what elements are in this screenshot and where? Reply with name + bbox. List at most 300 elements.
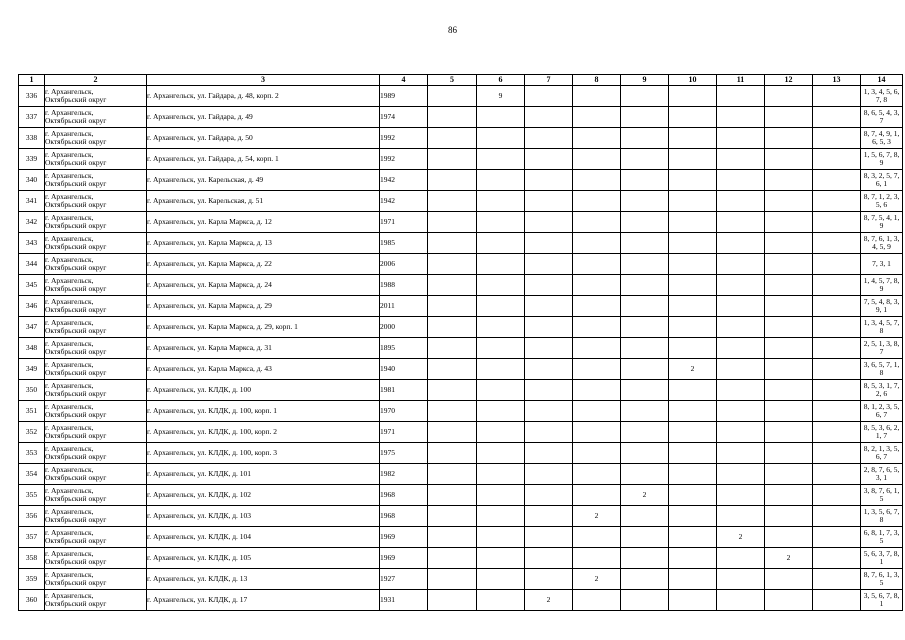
col-14-line-1: 8, 6, 5, 4, 3,	[863, 108, 900, 117]
column-header-13: 13	[813, 75, 861, 86]
col-10-cell	[669, 107, 717, 128]
location-city: г. Архангельск,	[45, 192, 94, 201]
col-9-cell	[621, 107, 669, 128]
location-district: Октябрьский округ	[45, 179, 107, 188]
row-number-cell: 348	[19, 338, 45, 359]
table-row	[19, 317, 903, 338]
col-13-cell	[813, 149, 861, 170]
col-6-cell	[477, 212, 525, 233]
address-cell: г. Архангельск, ул. КЛДК, д. 17	[147, 590, 380, 611]
col-11-cell	[717, 191, 765, 212]
address-cell: г. Архангельск, ул. КЛДК, д. 101	[147, 464, 380, 485]
col-14-line-2: 2, 6	[875, 389, 888, 398]
col-5-cell	[428, 254, 477, 275]
location-cell	[45, 296, 147, 317]
location-district: Октябрьский округ	[45, 578, 107, 587]
col-11-cell	[717, 86, 765, 107]
col-6-cell	[477, 380, 525, 401]
col-9-cell	[621, 212, 669, 233]
col-9-cell	[621, 464, 669, 485]
col-5-cell	[428, 485, 477, 506]
row-number-cell: 337	[19, 107, 45, 128]
col-9-cell	[621, 527, 669, 548]
location-city: г. Архангельск,	[45, 381, 94, 390]
table-body	[19, 86, 903, 611]
col-13-cell	[813, 590, 861, 611]
col-7-cell	[525, 149, 573, 170]
col-5-cell	[428, 506, 477, 527]
location-district: Октябрьский округ	[45, 305, 107, 314]
col-8-cell	[573, 212, 621, 233]
col-14-line-1: 3, 6, 5, 7, 1,	[863, 360, 900, 369]
col-13-cell	[813, 401, 861, 422]
col-14-line-1: 8, 5, 3, 1, 7,	[863, 381, 900, 390]
location-city: г. Архангельск,	[45, 549, 94, 558]
col-6-cell	[477, 401, 525, 422]
col-14-line-1: 3, 8, 7, 6, 1,	[863, 486, 900, 495]
col-11-cell	[717, 254, 765, 275]
col-14-cell	[861, 527, 903, 548]
col-14-line-2: 7, 8	[875, 95, 888, 104]
col-14-line-1: 8, 7, 6, 1, 3,	[863, 234, 900, 243]
column-header-8: 8	[573, 75, 621, 86]
table-row	[19, 527, 903, 548]
col-12-cell	[765, 233, 813, 254]
col-7-cell	[525, 527, 573, 548]
col-14-line-2: 9, 1	[875, 305, 888, 314]
row-number-cell: 346	[19, 296, 45, 317]
row-number-cell: 342	[19, 212, 45, 233]
col-11-cell	[717, 590, 765, 611]
col-7-cell	[525, 191, 573, 212]
location-district: Октябрьский округ	[45, 452, 107, 461]
col-13-cell	[813, 485, 861, 506]
table-row	[19, 443, 903, 464]
col-9-cell	[621, 422, 669, 443]
location-city: г. Архангельск,	[45, 129, 94, 138]
col-10-cell	[669, 296, 717, 317]
col-14-line-2: 1, 7	[875, 431, 888, 440]
col-10-cell	[669, 128, 717, 149]
col-14-line-2: 7	[879, 347, 884, 356]
col-8-cell	[573, 170, 621, 191]
col-7-cell	[525, 170, 573, 191]
col-10-cell	[669, 170, 717, 191]
row-number-cell: 359	[19, 569, 45, 590]
col-5-cell	[428, 464, 477, 485]
col-11-cell	[717, 359, 765, 380]
col-8-cell: 2	[573, 569, 621, 590]
col-14-cell	[861, 359, 903, 380]
location-city: г. Архангельск,	[45, 444, 94, 453]
col-5-cell	[428, 569, 477, 590]
col-14-line-1: 8, 7, 6, 1, 3,	[863, 570, 900, 579]
location-city: г. Архангельск,	[45, 528, 94, 537]
col-11-cell	[717, 443, 765, 464]
col-10-cell	[669, 86, 717, 107]
col-14-line-2: 6, 1	[875, 179, 888, 188]
address-cell: г. Архангельск, ул. Карельская, д. 49	[147, 170, 380, 191]
location-city: г. Архангельск,	[45, 171, 94, 180]
col-10-cell	[669, 422, 717, 443]
col-7-cell	[525, 296, 573, 317]
col-12-cell	[765, 422, 813, 443]
year-cell: 1989	[380, 86, 428, 107]
col-14-line-1: 1, 5, 6, 7, 8,	[863, 150, 900, 159]
col-8-cell	[573, 317, 621, 338]
row-number-cell: 358	[19, 548, 45, 569]
year-cell: 1974	[380, 107, 428, 128]
col-12-cell	[765, 254, 813, 275]
address-cell: г. Архангельск, ул. Гайдара, д. 49	[147, 107, 380, 128]
location-city: г. Архангельск,	[45, 423, 94, 432]
col-12-cell	[765, 128, 813, 149]
row-number-cell: 338	[19, 128, 45, 149]
col-5-cell	[428, 338, 477, 359]
column-header-12: 12	[765, 75, 813, 86]
col-14-cell	[861, 548, 903, 569]
address-cell: г. Архангельск, ул. Карла Маркса, д. 24	[147, 275, 380, 296]
col-5-cell	[428, 275, 477, 296]
col-14-line-2: 1	[879, 557, 884, 566]
col-8-cell	[573, 296, 621, 317]
row-number-cell: 355	[19, 485, 45, 506]
col-14-cell	[861, 212, 903, 233]
col-7-cell	[525, 380, 573, 401]
location-district: Октябрьский округ	[45, 410, 107, 419]
col-7-cell: 2	[525, 590, 573, 611]
col-13-cell	[813, 569, 861, 590]
col-14-cell	[861, 443, 903, 464]
location-district: Октябрьский округ	[45, 200, 107, 209]
year-cell: 2000	[380, 317, 428, 338]
col-12-cell	[765, 275, 813, 296]
col-13-cell	[813, 233, 861, 254]
col-8-cell	[573, 380, 621, 401]
col-14-cell	[861, 590, 903, 611]
col-14-line-1: 1, 3, 5, 6, 7,	[863, 507, 900, 516]
location-cell	[45, 254, 147, 275]
col-7-cell	[525, 275, 573, 296]
location-city: г. Архангельск,	[45, 570, 94, 579]
col-10-cell	[669, 548, 717, 569]
col-8-cell	[573, 233, 621, 254]
col-11-cell	[717, 422, 765, 443]
column-header-14: 14	[861, 75, 903, 86]
col-11-cell	[717, 401, 765, 422]
location-cell	[45, 464, 147, 485]
col-8-cell	[573, 86, 621, 107]
col-14-cell	[861, 233, 903, 254]
col-14-cell	[861, 464, 903, 485]
col-6-cell	[477, 317, 525, 338]
col-12-cell	[765, 380, 813, 401]
col-9-cell	[621, 86, 669, 107]
location-cell	[45, 359, 147, 380]
address-cell: г. Архангельск, ул. Гайдара, д. 54, корп. 1	[147, 149, 380, 170]
col-8-cell	[573, 254, 621, 275]
year-cell: 1985	[380, 233, 428, 254]
col-9-cell	[621, 296, 669, 317]
col-9-cell	[621, 443, 669, 464]
row-number-cell: 352	[19, 422, 45, 443]
col-14-line-2: 8	[879, 368, 884, 377]
location-cell	[45, 149, 147, 170]
col-12-cell	[765, 191, 813, 212]
location-district: Октябрьский округ	[45, 116, 107, 125]
col-14-line-1: 8, 7, 5, 4, 1,	[863, 213, 900, 222]
col-9-cell	[621, 401, 669, 422]
column-header-2: 2	[45, 75, 147, 86]
col-6-cell	[477, 443, 525, 464]
col-6-cell	[477, 170, 525, 191]
col-6-cell	[477, 569, 525, 590]
address-cell: г. Архангельск, ул. КЛДК, д. 13	[147, 569, 380, 590]
col-13-cell	[813, 170, 861, 191]
table-row	[19, 86, 903, 107]
col-12-cell	[765, 401, 813, 422]
col-10-cell	[669, 506, 717, 527]
location-city: г. Архангельск,	[45, 297, 94, 306]
location-district: Октябрьский округ	[45, 263, 107, 272]
col-9-cell	[621, 149, 669, 170]
col-9-cell	[621, 569, 669, 590]
location-city: г. Архангельск,	[45, 507, 94, 516]
col-14-cell	[861, 485, 903, 506]
table-row	[19, 359, 903, 380]
col-9-cell	[621, 317, 669, 338]
column-header-4: 4	[380, 75, 428, 86]
col-7-cell	[525, 338, 573, 359]
year-cell: 1942	[380, 191, 428, 212]
col-6-cell	[477, 191, 525, 212]
col-7-cell	[525, 254, 573, 275]
col-11-cell	[717, 233, 765, 254]
col-14-cell	[861, 506, 903, 527]
year-cell: 1975	[380, 443, 428, 464]
column-header-6: 6	[477, 75, 525, 86]
col-9-cell	[621, 380, 669, 401]
col-5-cell	[428, 233, 477, 254]
col-7-cell	[525, 107, 573, 128]
table-row	[19, 191, 903, 212]
table-row	[19, 254, 903, 275]
col-14-cell	[861, 128, 903, 149]
col-14-cell	[861, 254, 903, 275]
row-number-cell: 336	[19, 86, 45, 107]
col-14-line-1: 8, 7, 4, 9, 1,	[863, 129, 900, 138]
col-14-line-2: 6, 5, 3	[872, 137, 891, 146]
location-cell	[45, 170, 147, 191]
col-11-cell	[717, 107, 765, 128]
col-9-cell	[621, 590, 669, 611]
location-city: г. Архангельск,	[45, 339, 94, 348]
col-11-cell	[717, 506, 765, 527]
col-9-cell	[621, 548, 669, 569]
col-6-cell	[477, 359, 525, 380]
table-row	[19, 128, 903, 149]
table-row	[19, 548, 903, 569]
year-cell: 1968	[380, 506, 428, 527]
col-6-cell	[477, 548, 525, 569]
col-5-cell	[428, 212, 477, 233]
table-row	[19, 107, 903, 128]
col-10-cell: 2	[669, 359, 717, 380]
year-cell: 1992	[380, 128, 428, 149]
row-number-cell: 351	[19, 401, 45, 422]
col-11-cell	[717, 128, 765, 149]
col-5-cell	[428, 317, 477, 338]
col-13-cell	[813, 548, 861, 569]
address-cell: г. Архангельск, ул. КЛДК, д. 100, корп. 2	[147, 422, 380, 443]
col-10-cell	[669, 338, 717, 359]
col-6-cell	[477, 464, 525, 485]
col-12-cell	[765, 107, 813, 128]
col-11-cell: 2	[717, 527, 765, 548]
table-row	[19, 296, 903, 317]
location-city: г. Архангельск,	[45, 402, 94, 411]
year-cell: 2006	[380, 254, 428, 275]
address-cell: г. Архангельск, ул. Карла Маркса, д. 43	[147, 359, 380, 380]
col-14-cell	[861, 86, 903, 107]
col-14-cell	[861, 149, 903, 170]
col-5-cell	[428, 527, 477, 548]
col-10-cell	[669, 233, 717, 254]
location-district: Октябрьский округ	[45, 221, 107, 230]
col-14-line-2: 1	[879, 599, 884, 608]
col-9-cell: 2	[621, 485, 669, 506]
col-12-cell	[765, 212, 813, 233]
address-cell: г. Архангельск, ул. КЛДК, д. 102	[147, 485, 380, 506]
location-district: Октябрьский округ	[45, 494, 107, 503]
address-cell: г. Архангельск, ул. КЛДК, д. 100, корп. 1	[147, 401, 380, 422]
location-city: г. Архангельск,	[45, 108, 94, 117]
col-14-line-1: 8, 7, 1, 2, 3,	[863, 192, 900, 201]
col-9-cell	[621, 191, 669, 212]
col-8-cell	[573, 590, 621, 611]
col-12-cell	[765, 443, 813, 464]
col-10-cell	[669, 569, 717, 590]
year-cell: 1981	[380, 380, 428, 401]
row-number-cell: 354	[19, 464, 45, 485]
address-cell: г. Архангельск, ул. КЛДК, д. 104	[147, 527, 380, 548]
col-13-cell	[813, 107, 861, 128]
column-header-9: 9	[621, 75, 669, 86]
col-7-cell	[525, 86, 573, 107]
col-12-cell: 2	[765, 548, 813, 569]
year-cell: 1895	[380, 338, 428, 359]
col-12-cell	[765, 485, 813, 506]
address-cell: г. Архангельск, ул. КЛДК, д. 100, корп. 3	[147, 443, 380, 464]
col-13-cell	[813, 464, 861, 485]
col-12-cell	[765, 464, 813, 485]
column-header-10: 10	[669, 75, 717, 86]
location-city: г. Архангельск,	[45, 318, 94, 327]
col-14-cell	[861, 317, 903, 338]
table-row	[19, 569, 903, 590]
table-row	[19, 506, 903, 527]
location-city: г. Архангельск,	[45, 150, 94, 159]
location-cell	[45, 590, 147, 611]
year-cell: 1968	[380, 485, 428, 506]
col-10-cell	[669, 485, 717, 506]
row-number-cell: 345	[19, 275, 45, 296]
register-table	[18, 74, 903, 611]
location-cell	[45, 212, 147, 233]
col-14-cell	[861, 191, 903, 212]
col-12-cell	[765, 317, 813, 338]
year-cell: 1940	[380, 359, 428, 380]
col-13-cell	[813, 338, 861, 359]
col-13-cell	[813, 212, 861, 233]
col-5-cell	[428, 86, 477, 107]
col-14-line-1: 1, 3, 4, 5, 6,	[863, 87, 900, 96]
col-6-cell	[477, 506, 525, 527]
location-district: Октябрьский округ	[45, 347, 107, 356]
col-11-cell	[717, 338, 765, 359]
col-14-line-1: 1, 4, 5, 7, 8,	[863, 276, 900, 285]
col-9-cell	[621, 506, 669, 527]
location-cell	[45, 548, 147, 569]
col-5-cell	[428, 359, 477, 380]
col-7-cell	[525, 464, 573, 485]
col-11-cell	[717, 548, 765, 569]
col-11-cell	[717, 170, 765, 191]
col-14-line-2: 9	[879, 158, 884, 167]
row-number-cell: 360	[19, 590, 45, 611]
col-6-cell	[477, 107, 525, 128]
location-cell	[45, 107, 147, 128]
location-district: Октябрьский округ	[45, 557, 107, 566]
address-cell: г. Архангельск, ул. КЛДК, д. 103	[147, 506, 380, 527]
location-city: г. Архангельск,	[45, 465, 94, 474]
col-6-cell	[477, 422, 525, 443]
col-14-line-2: 5, 6	[875, 200, 888, 209]
location-district: Октябрьский округ	[45, 473, 107, 482]
col-5-cell	[428, 191, 477, 212]
col-10-cell	[669, 464, 717, 485]
col-14-line-1: 7, 5, 4, 8, 3,	[863, 297, 900, 306]
col-14-line-2: 5	[879, 578, 884, 587]
table-row	[19, 464, 903, 485]
year-cell: 1971	[380, 212, 428, 233]
col-13-cell	[813, 506, 861, 527]
col-14-cell	[861, 380, 903, 401]
col-13-cell	[813, 128, 861, 149]
location-cell	[45, 233, 147, 254]
table-header	[19, 75, 903, 86]
year-cell: 1982	[380, 464, 428, 485]
col-7-cell	[525, 212, 573, 233]
address-cell: г. Архангельск, ул. Гайдара, д. 48, корп. 2	[147, 86, 380, 107]
col-14-line-1: 8, 5, 3, 6, 2,	[863, 423, 900, 432]
location-city: г. Архангельск,	[45, 486, 94, 495]
column-header-3: 3	[147, 75, 380, 86]
col-10-cell	[669, 254, 717, 275]
col-6-cell	[477, 485, 525, 506]
location-cell	[45, 485, 147, 506]
location-cell	[45, 422, 147, 443]
location-city: г. Архангельск,	[45, 360, 94, 369]
col-6-cell	[477, 590, 525, 611]
col-14-line-2: 9	[879, 221, 884, 230]
col-14-cell	[861, 569, 903, 590]
address-cell: г. Архангельск, ул. Карла Маркса, д. 13	[147, 233, 380, 254]
col-13-cell	[813, 422, 861, 443]
col-7-cell	[525, 506, 573, 527]
col-14-line-2: 5	[879, 494, 884, 503]
col-7-cell	[525, 569, 573, 590]
